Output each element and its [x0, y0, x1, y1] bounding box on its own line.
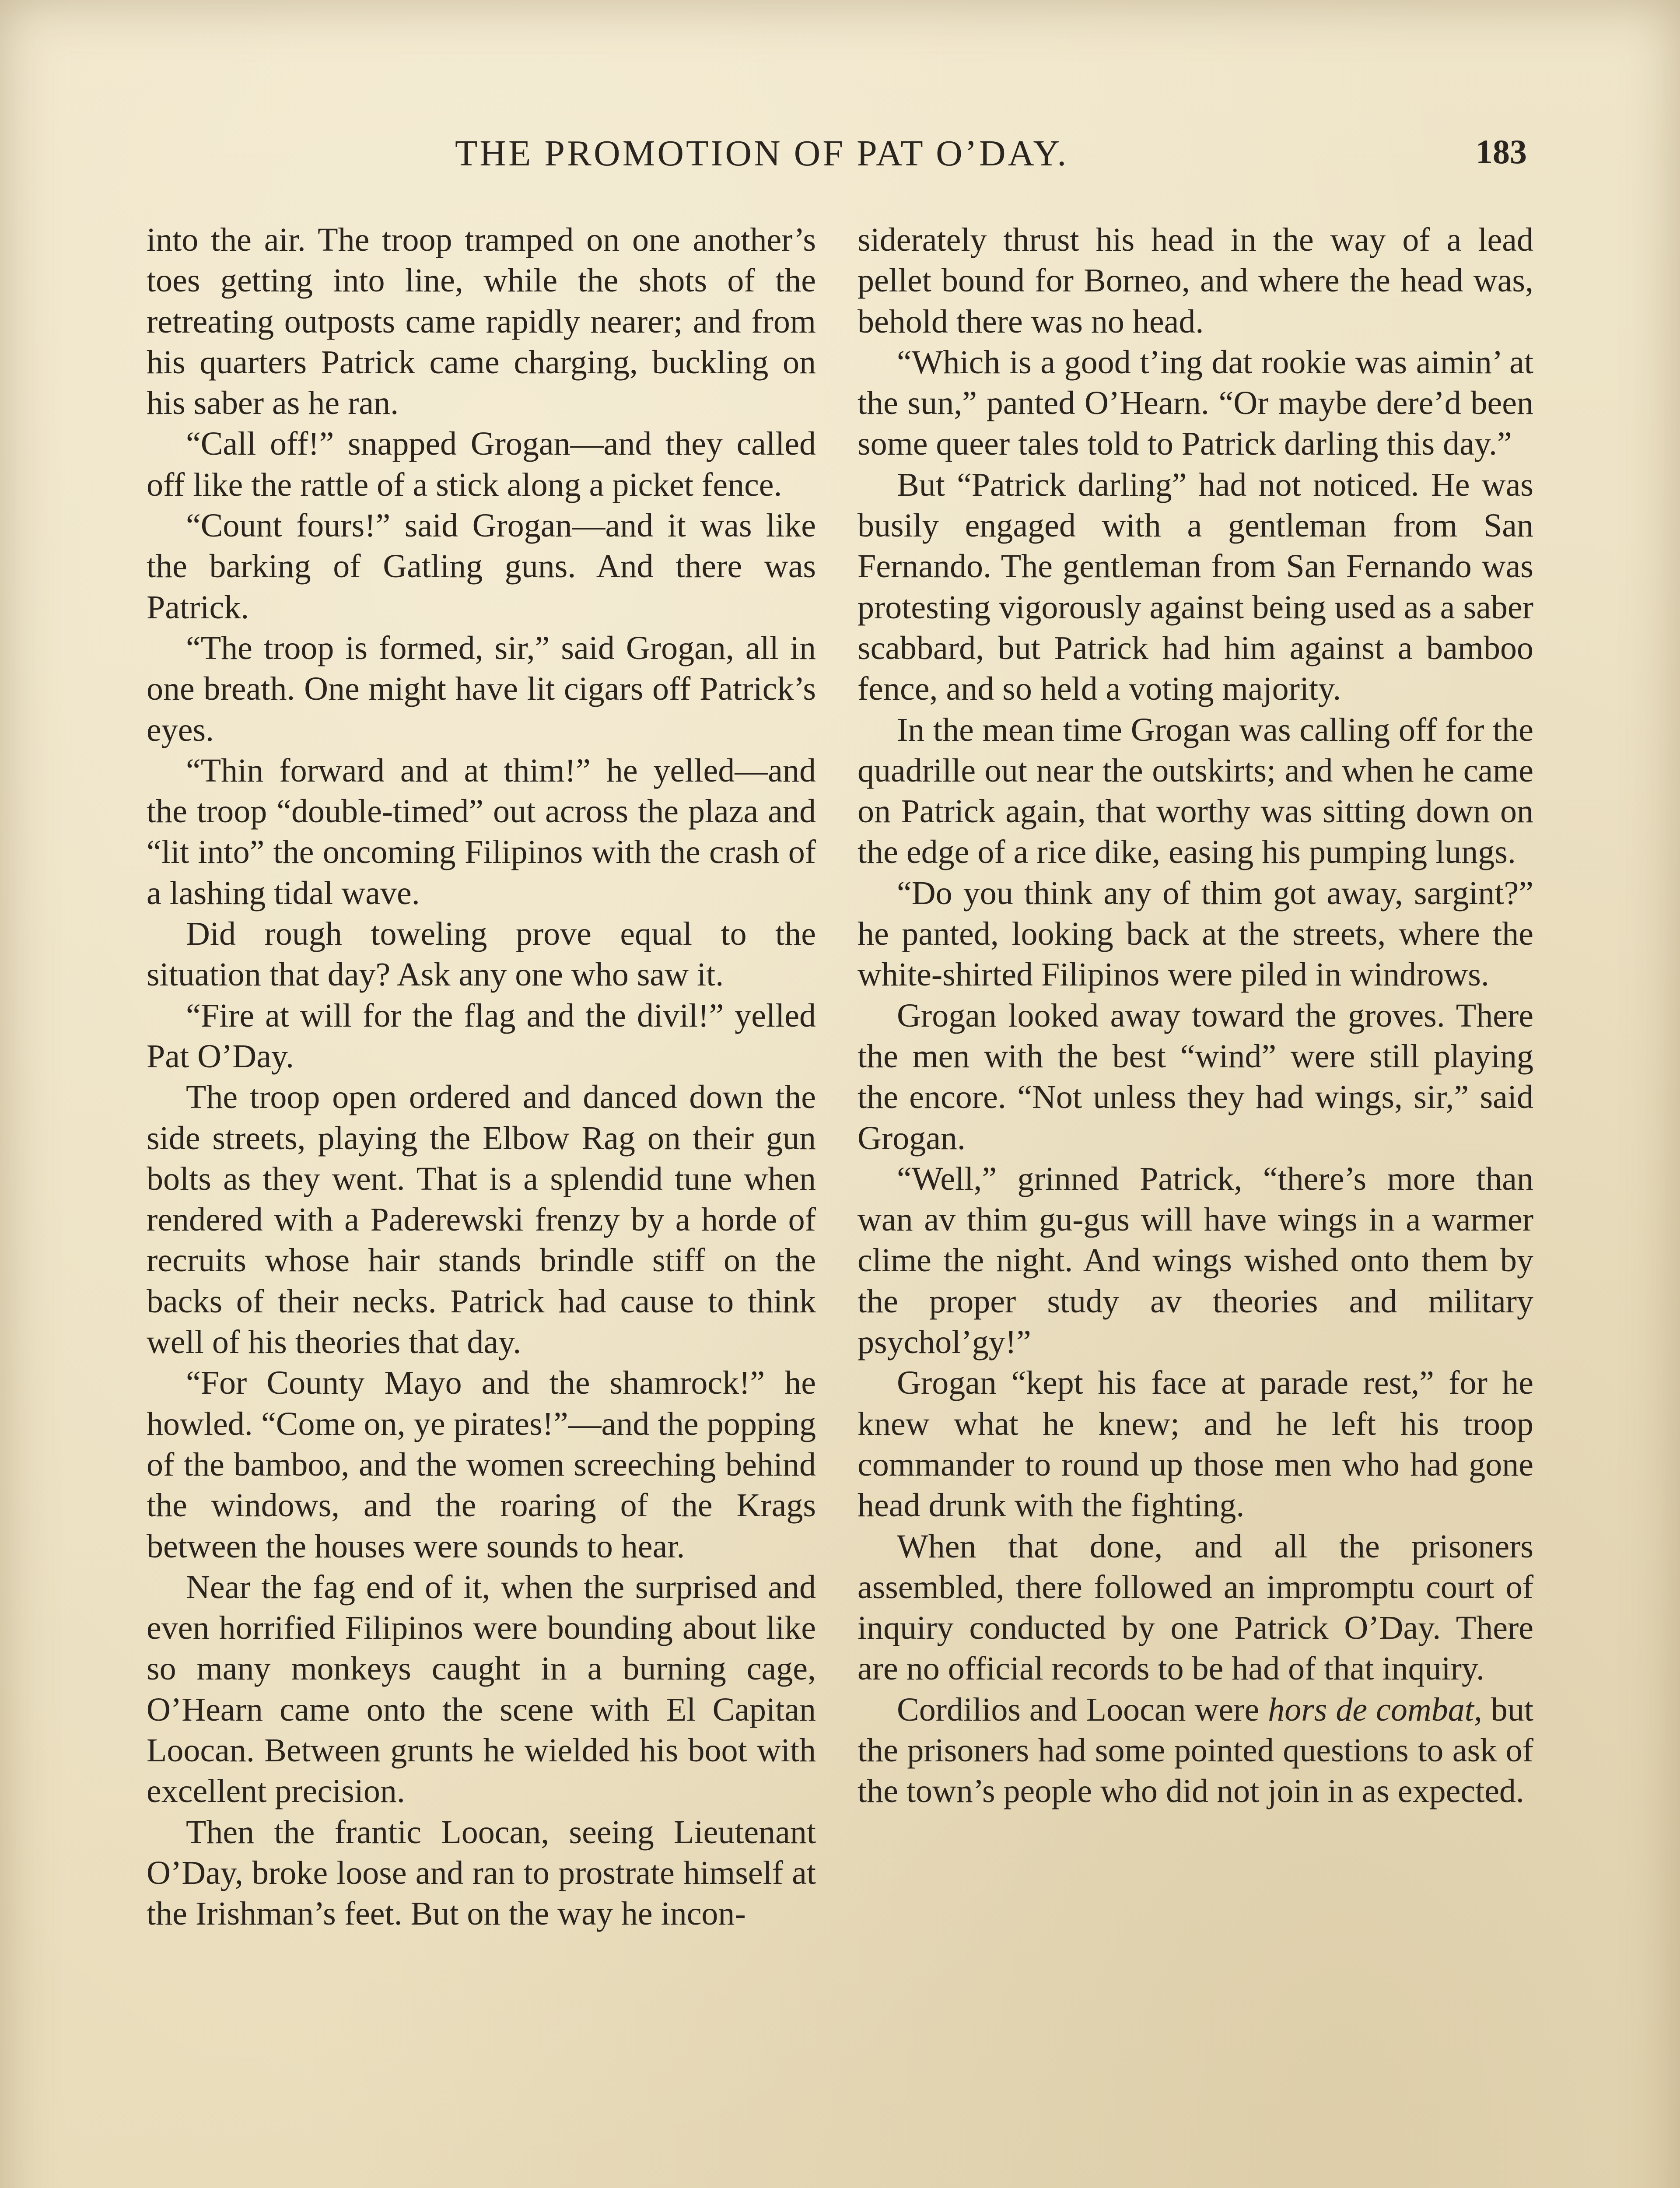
paragraph: siderately thrust his head in the way of a lead pellet bound for Borneo, and where the head was, behold there was no head.: [858, 221, 1533, 340]
paragraph: In the mean time Grogan was calling off for the quadrille out near the outskirts; and when he came on Patrick again, that worthy was sitting down on the edge of a rice dike, easing his pumping lungs.: [858, 711, 1533, 871]
paragraph: But “Patrick darling” had not noticed. He was busily engaged with a gentleman from San Fernando. The gentleman from San Fernando was protesting vigorously against being used as a saber scabbard, but Patrick had him against a bamboo fence, and so held a voting majority.: [858, 466, 1533, 708]
page-number: 183: [1476, 133, 1527, 171]
paragraph: “The troop is formed, sir,” said Grogan, all in one breath. One might have lit cigars off Patrick’s eyes.: [147, 629, 816, 748]
paragraph: Near the fag end of it, when the surprised and even horrified Filipinos were bounding about like so many monkeys caught in a burning cage, O’Hearn came onto the scene with El Capitan Loocan. Between grunts he wielded his boot with excellent precision.: [147, 1568, 816, 1810]
paragraph: “Do you think any of thim got away, sargint?” he panted, looking back at the streets, where the white-shirted Filipinos were piled in windrows.: [858, 874, 1533, 993]
paragraph: Grogan “kept his face at parade rest,” for he knew what he knew; and he left his troop commander to round up those men who had gone head drunk with the fighting.: [858, 1364, 1533, 1524]
paragraph: “Call off!” snapped Grogan—and they called off like the rattle of a stick along a picket fence.: [147, 425, 816, 503]
running-title: THE PROMOTION OF PAT O’DAY.: [455, 133, 1069, 174]
paragraph-lead: Cordilios and Loocan were: [897, 1691, 1268, 1728]
paragraph: “Thin forward and at thim!” he yelled—and the troop “double-timed” out across the plaza and “lit into” the oncoming Filipinos with the crash of a lashing tidal wave.: [147, 752, 816, 912]
paragraph: “Count fours!” said Grogan—and it was like the barking of Gatling guns. And there was Patrick.: [147, 507, 816, 626]
paragraph: Then the frantic Loocan, seeing Lieutenant O’Day, broke loose and ran to prostrate himself at the Irishman’s feet. But on the way he incon-: [147, 1813, 816, 1932]
italic-phrase: hors de combat,: [1268, 1691, 1482, 1728]
paragraph: Did rough toweling prove equal to the situation that day? Ask any one who saw it.: [147, 915, 816, 993]
paragraph: “Which is a good t’ing dat rookie was aimin’ at the sun,” panted O’Hearn. “Or maybe dere’d been some queer tales told to Patrick darling this day.”: [858, 344, 1533, 463]
paragraph-last: [858, 1690, 1533, 1812]
paragraph: When that done, and all the prisoners assembled, there followed an impromptu court of inquiry conducted by one Patrick O’Day. There are no official records to be had of that inquiry.: [858, 1528, 1533, 1687]
paragraph: into the air. The troop tramped on one another’s toes getting into line, while the shots of the retreating outposts came rapidly nearer; and from his quarters Patrick came charging, buckling on his saber as he ran.: [147, 221, 816, 422]
running-head: [0, 127, 1680, 179]
paragraph: “For County Mayo and the shamrock!” he howled. “Come on, ye pirates!”—and the popping of the bamboo, and the women screeching behind the windows, and the roaring of the Krags between the houses were sounds to hear.: [147, 1364, 816, 1565]
paragraph-rest: but the prisoners had some pointed questions to ask of the town’s people who did not join in as expected.: [858, 1691, 1533, 1810]
paragraph: “Well,” grinned Patrick, “there’s more than wan av thim gu-gus will have wings in a warmer clime the night. And wings wished onto them by the proper study av theories and military psychol’gy!”: [858, 1160, 1533, 1361]
paragraph: “Fire at will for the flag and the divil!” yelled Pat O’Day.: [147, 997, 816, 1075]
right-column: [858, 220, 1533, 1812]
paragraph: The troop open ordered and danced down the side streets, playing the Elbow Rag on their gun bolts as they went. That is a splendid tune when rendered with a Paderewski frenzy by a horde of recruits whose hair stands brindle stiff on the backs of their necks. Patrick had cause to think well of his theories that day.: [147, 1079, 816, 1361]
paragraph: Grogan looked away toward the groves. There the men with the best “wind” were still playing the encore. “Not unless they had wings, sir,” said Grogan.: [858, 997, 1533, 1157]
left-column: [147, 220, 816, 1934]
